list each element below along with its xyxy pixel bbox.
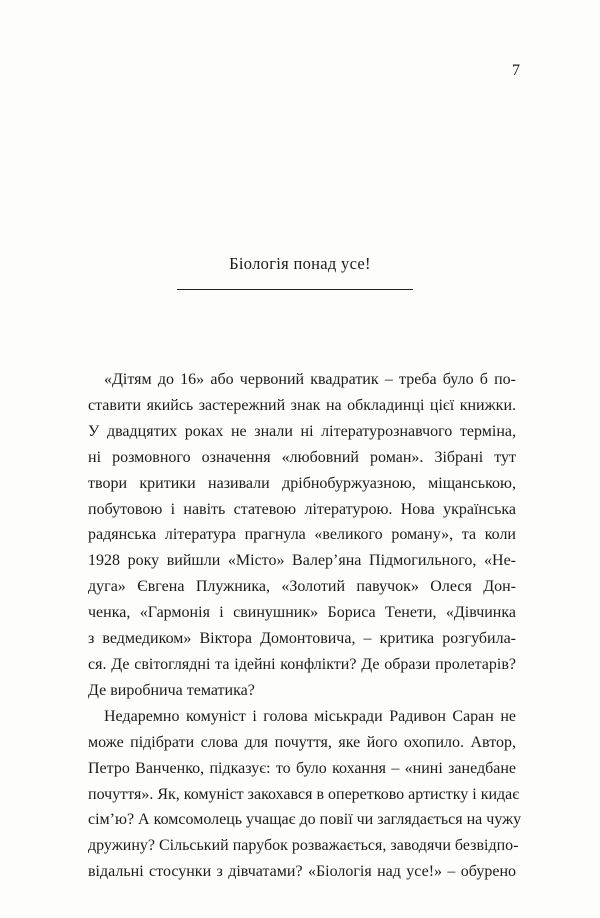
text-line: «Дітям до 16» або червоний квадратик – треба було б по- xyxy=(104,371,516,388)
text-line: з ведмедиком» Віктора Домонтовича, – критика розгубила- xyxy=(88,630,516,648)
text-line: ні розмовного означення «любовний роман». Зібрані тут xyxy=(88,448,516,466)
chapter-heading: Біологія понад усе! xyxy=(229,254,371,273)
text-line: ченка, «Гармонія і свинушник» Бориса Тенети, «Дівчинка xyxy=(88,604,516,622)
text-line: сім’ю? А комсомолець учащає до повії чи заглядається на чужу xyxy=(88,811,522,829)
heading-rule xyxy=(177,289,413,290)
text-line: Петро Ванченко, підказує: то було кохання – «нині занедбане xyxy=(88,759,516,777)
text-line: почуття». Як, комуніст закохався в оперетково артистку і кидає xyxy=(88,785,520,803)
text-line: ставити якийсь застережний знак на обкладинці цієї книжки. xyxy=(88,396,516,414)
text-line: Де виробнича тематика? xyxy=(88,681,255,699)
text-line: ся. Де світоглядні та ідейні конфлікти? Де образи пролетарів? xyxy=(88,655,516,673)
body-text xyxy=(88,367,522,885)
text-line: може підібрати слова для почуття, яке його охопило. Автор, xyxy=(88,733,516,751)
page-number: 7 xyxy=(512,62,520,79)
text-line: У двадцятих роках не знали ні літературознавчого терміна, xyxy=(88,422,516,440)
text-line: 1928 року вийшли «Місто» Валер’яна Підмогильного, «Не- xyxy=(88,552,516,570)
text-line: твори критики називали дрібнобуржуазною, міщанською, xyxy=(88,474,516,492)
text-line: радянська література прагнула «великого роману», та коли xyxy=(88,526,516,544)
text-line: побутовою і навіть статевою літературою. Нова українська xyxy=(88,500,516,518)
text-line: відальні стосунки з дівчатами? «Біологія над усе!» – обурено xyxy=(88,863,516,881)
text-line: дружину? Сільський парубок розважається, заводячи безвідпо- xyxy=(88,837,519,855)
text-line: Недаремно комуніст і голова міськради Радивон Саран не xyxy=(104,707,516,725)
text-line: дуга» Євгена Плужника, «Золотий павучок» Олеся Дон- xyxy=(88,578,516,596)
